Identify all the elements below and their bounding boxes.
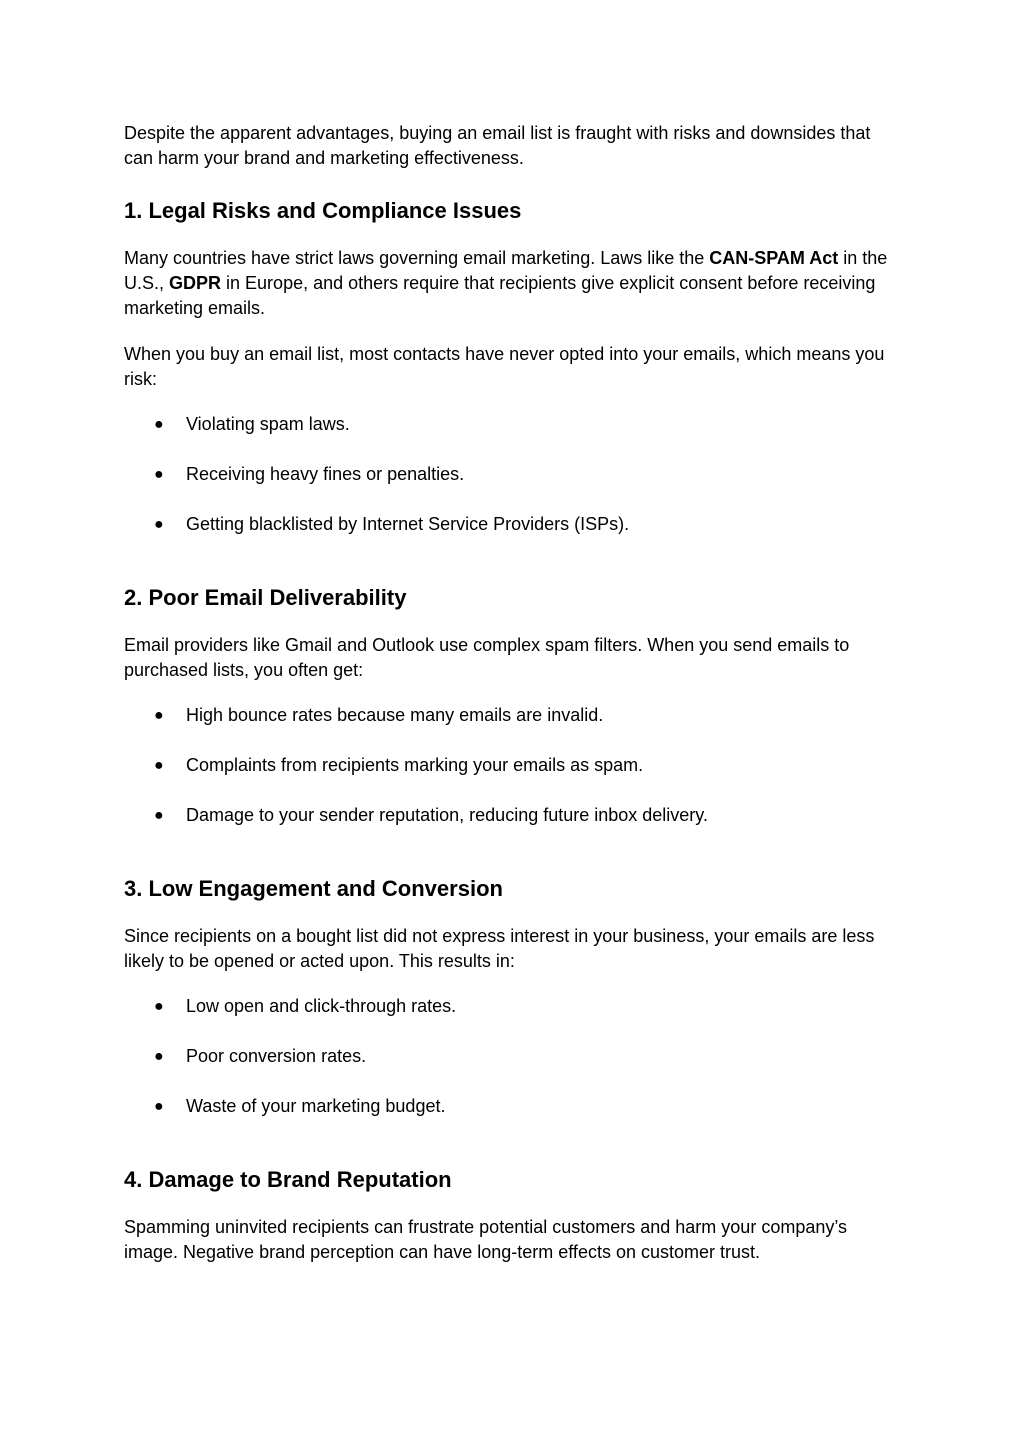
bullet-icon: ● xyxy=(154,998,164,1015)
section-paragraph: Since recipients on a bought list did not express interest in your business, your emails are less likely to be opened or acted upon. This results in: xyxy=(124,926,875,971)
list-item xyxy=(124,1094,904,1119)
bullet-list xyxy=(124,994,904,1119)
section-brand-reputation xyxy=(124,1165,904,1265)
bullet-icon: ● xyxy=(154,757,164,774)
section-heading: 3. Low Engagement and Conversion xyxy=(124,876,503,901)
list-item xyxy=(124,753,904,778)
list-item-text: Damage to your sender reputation, reducing future inbox delivery. xyxy=(186,805,708,825)
intro-paragraph: Despite the apparent advantages, buying an email list is fraught with risks and downsides that can harm your brand and marketing effectiveness. xyxy=(124,123,871,168)
section-paragraph xyxy=(124,246,904,321)
bullet-icon: ● xyxy=(154,516,164,533)
list-item-text: Complaints from recipients marking your emails as spam. xyxy=(186,755,644,775)
section-paragraph: Spamming uninvited recipients can frustrate potential customers and harm your company’s image. Negative brand perception can have long-term effects on customer trust. xyxy=(124,1217,848,1262)
list-item-text: Poor conversion rates. xyxy=(186,1046,367,1066)
section-heading: 2. Poor Email Deliverability xyxy=(124,585,407,610)
bullet-list xyxy=(124,703,904,828)
paragraph-text: Many countries have strict laws governing email marketing. Laws like the xyxy=(124,248,710,268)
list-item-text: Waste of your marketing budget. xyxy=(186,1096,446,1116)
list-item xyxy=(124,803,904,828)
list-item xyxy=(124,462,904,487)
list-item-text: Receiving heavy fines or penalties. xyxy=(186,464,465,484)
section-heading: 1. Legal Risks and Compliance Issues xyxy=(124,198,522,223)
list-item xyxy=(124,512,904,537)
list-item-text: Low open and click-through rates. xyxy=(186,996,457,1016)
list-item xyxy=(124,994,904,1019)
bullet-icon: ● xyxy=(154,416,164,433)
section-heading: 4. Damage to Brand Reputation xyxy=(124,1167,452,1192)
bold-term: GDPR xyxy=(169,273,222,293)
bullet-icon: ● xyxy=(154,1048,164,1065)
section-paragraph: Email providers like Gmail and Outlook use complex spam filters. When you send emails to purchased lists, you often get: xyxy=(124,635,850,680)
paragraph-text: in Europe, and others require that recipients give explicit consent before receiving marketing emails. xyxy=(124,273,876,318)
list-item xyxy=(124,1044,904,1069)
bullet-icon: ● xyxy=(154,807,164,824)
document-body xyxy=(124,121,904,1265)
section-deliverability xyxy=(124,583,904,828)
list-item-text: High bounce rates because many emails are invalid. xyxy=(186,705,604,725)
paragraph-text: in the U.S., xyxy=(124,248,888,293)
bullet-icon: ● xyxy=(154,1098,164,1115)
bold-term: CAN-SPAM Act xyxy=(709,248,839,268)
list-item-text: Violating spam laws. xyxy=(186,414,350,434)
list-item-text: Getting blacklisted by Internet Service Providers (ISPs). xyxy=(186,514,630,534)
section-legal-risks xyxy=(124,196,904,537)
section-paragraph: When you buy an email list, most contacts have never opted into your emails, which means you risk: xyxy=(124,344,885,389)
bullet-icon: ● xyxy=(154,466,164,483)
section-engagement xyxy=(124,874,904,1119)
bullet-icon: ● xyxy=(154,707,164,724)
list-item xyxy=(124,703,904,728)
list-item xyxy=(124,412,904,437)
bullet-list xyxy=(124,412,904,537)
